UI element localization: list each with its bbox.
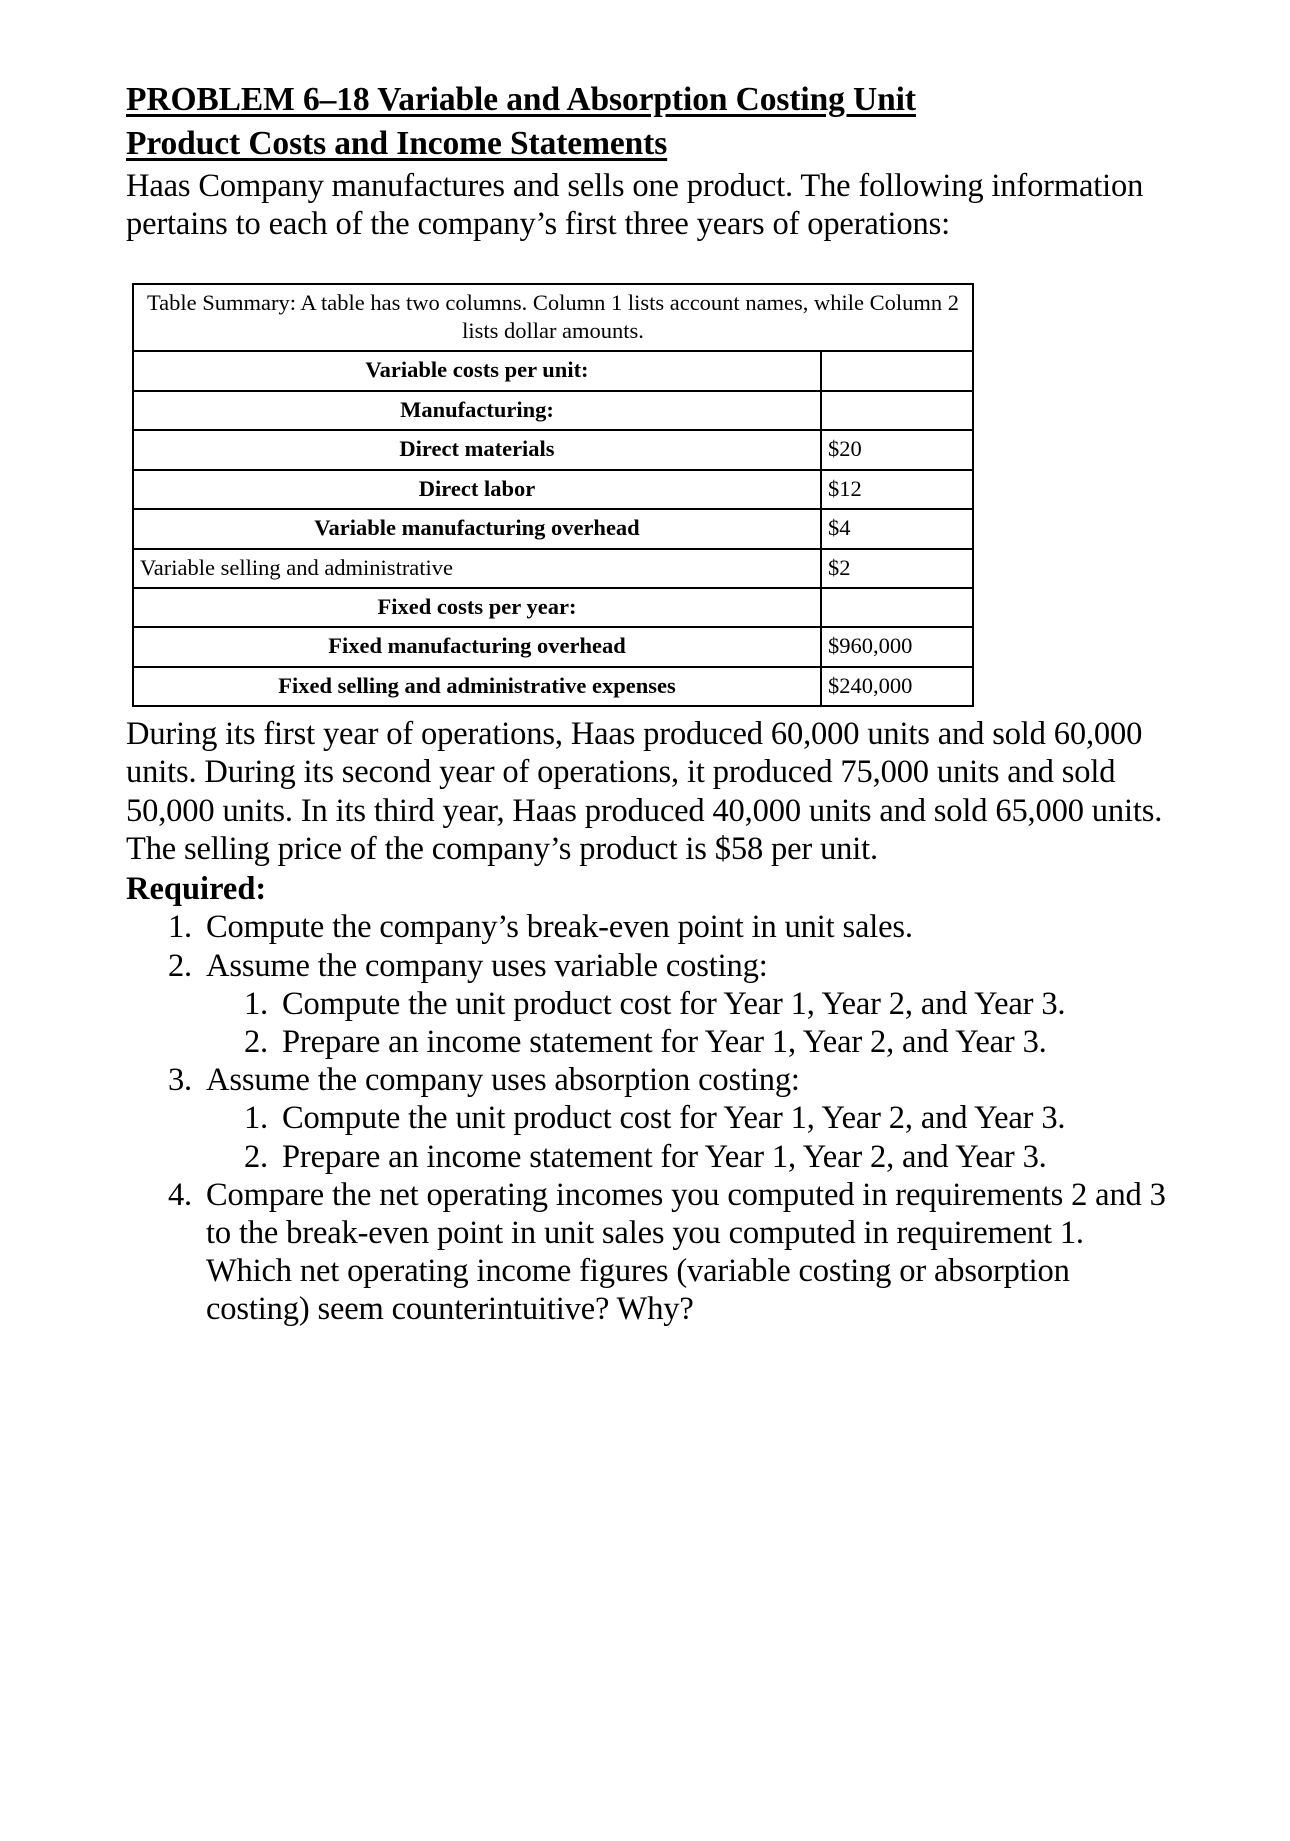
sub-requirement-text: Compute the unit product cost for Year 1, Year 2, and Year 3.	[282, 985, 1066, 1022]
row-label: Variable manufacturing overhead	[133, 509, 821, 548]
page-title-line-1: PROBLEM 6–18 Variable and Absorption Costing Unit	[126, 81, 916, 118]
row-value	[821, 351, 973, 390]
post-table-paragraph: During its first year of operations, Haas produced 60,000 units and sold 60,000 units. During its second year of operations, it produced 75,000 units and sold 50,000 units. In its third year, Haas produced 40,000 units and sold 65,000 units. The selling price of the company’s product is $58 per unit.	[126, 716, 1163, 867]
table-row	[133, 470, 973, 509]
row-label: Direct materials	[133, 430, 821, 469]
row-value: $20	[821, 430, 973, 469]
list-item	[200, 908, 1170, 946]
requirements-list	[126, 908, 1170, 1328]
list-item	[276, 1023, 1170, 1061]
table-row	[133, 549, 973, 588]
row-value	[821, 391, 973, 430]
requirement-sublist	[206, 1099, 1170, 1175]
list-item	[276, 1138, 1170, 1176]
table-summary-cell: Table Summary: A table has two columns. Column 1 lists account names, while Column 2 lists dollar amounts.	[133, 284, 973, 351]
required-heading: Required:	[126, 871, 267, 908]
table-row	[133, 509, 973, 548]
row-value: $240,000	[821, 667, 973, 706]
row-label: Manufacturing:	[133, 391, 821, 430]
requirement-text: Assume the company uses variable costing:	[206, 947, 768, 984]
table-row	[133, 430, 973, 469]
row-label: Fixed costs per year:	[133, 588, 821, 627]
list-item	[200, 1176, 1170, 1329]
requirement-text: Compare the net operating incomes you computed in requirements 2 and 3 to the break-even point in unit sales you computed in requirement 1. Which net operating income figures (variable costing or absorption costing) seem counterintuitive? Why?	[206, 1176, 1166, 1328]
row-value: $12	[821, 470, 973, 509]
row-label: Fixed manufacturing overhead	[133, 627, 821, 666]
sub-requirement-text: Compute the unit product cost for Year 1, Year 2, and Year 3.	[282, 1100, 1066, 1137]
intro-paragraph: Haas Company manufactures and sells one product. The following information pertains to each of the company’s first three years of operations:	[126, 168, 1144, 243]
row-label: Fixed selling and administrative expenses	[133, 667, 821, 706]
list-item	[200, 1061, 1170, 1176]
table-summary-row	[133, 284, 973, 351]
table-row	[133, 588, 973, 627]
row-label: Variable costs per unit:	[133, 351, 821, 390]
row-value: $4	[821, 509, 973, 548]
cost-table-container	[132, 283, 1170, 707]
sub-requirement-text: Prepare an income statement for Year 1, Year 2, and Year 3.	[282, 1023, 1047, 1060]
list-item	[200, 947, 1170, 1062]
list-item	[276, 985, 1170, 1023]
row-label: Variable selling and administrative	[133, 549, 821, 588]
row-value: $2	[821, 549, 973, 588]
table-row	[133, 351, 973, 390]
table-row	[133, 667, 973, 706]
row-value	[821, 588, 973, 627]
list-item	[276, 1099, 1170, 1137]
table-row	[133, 391, 973, 430]
cost-table-body	[133, 284, 973, 706]
requirement-sublist	[206, 985, 1170, 1061]
page-title	[126, 78, 1170, 165]
row-label: Direct labor	[133, 470, 821, 509]
cost-structure-table	[132, 283, 974, 707]
requirement-text: Compute the company’s break-even point in unit sales.	[206, 909, 913, 946]
sub-requirement-text: Prepare an income statement for Year 1, Year 2, and Year 3.	[282, 1138, 1047, 1175]
row-value: $960,000	[821, 627, 973, 666]
page-title-line-2: Product Costs and Income Statements	[126, 124, 668, 162]
table-row	[133, 627, 973, 666]
requirement-text: Assume the company uses absorption costing:	[206, 1062, 800, 1099]
